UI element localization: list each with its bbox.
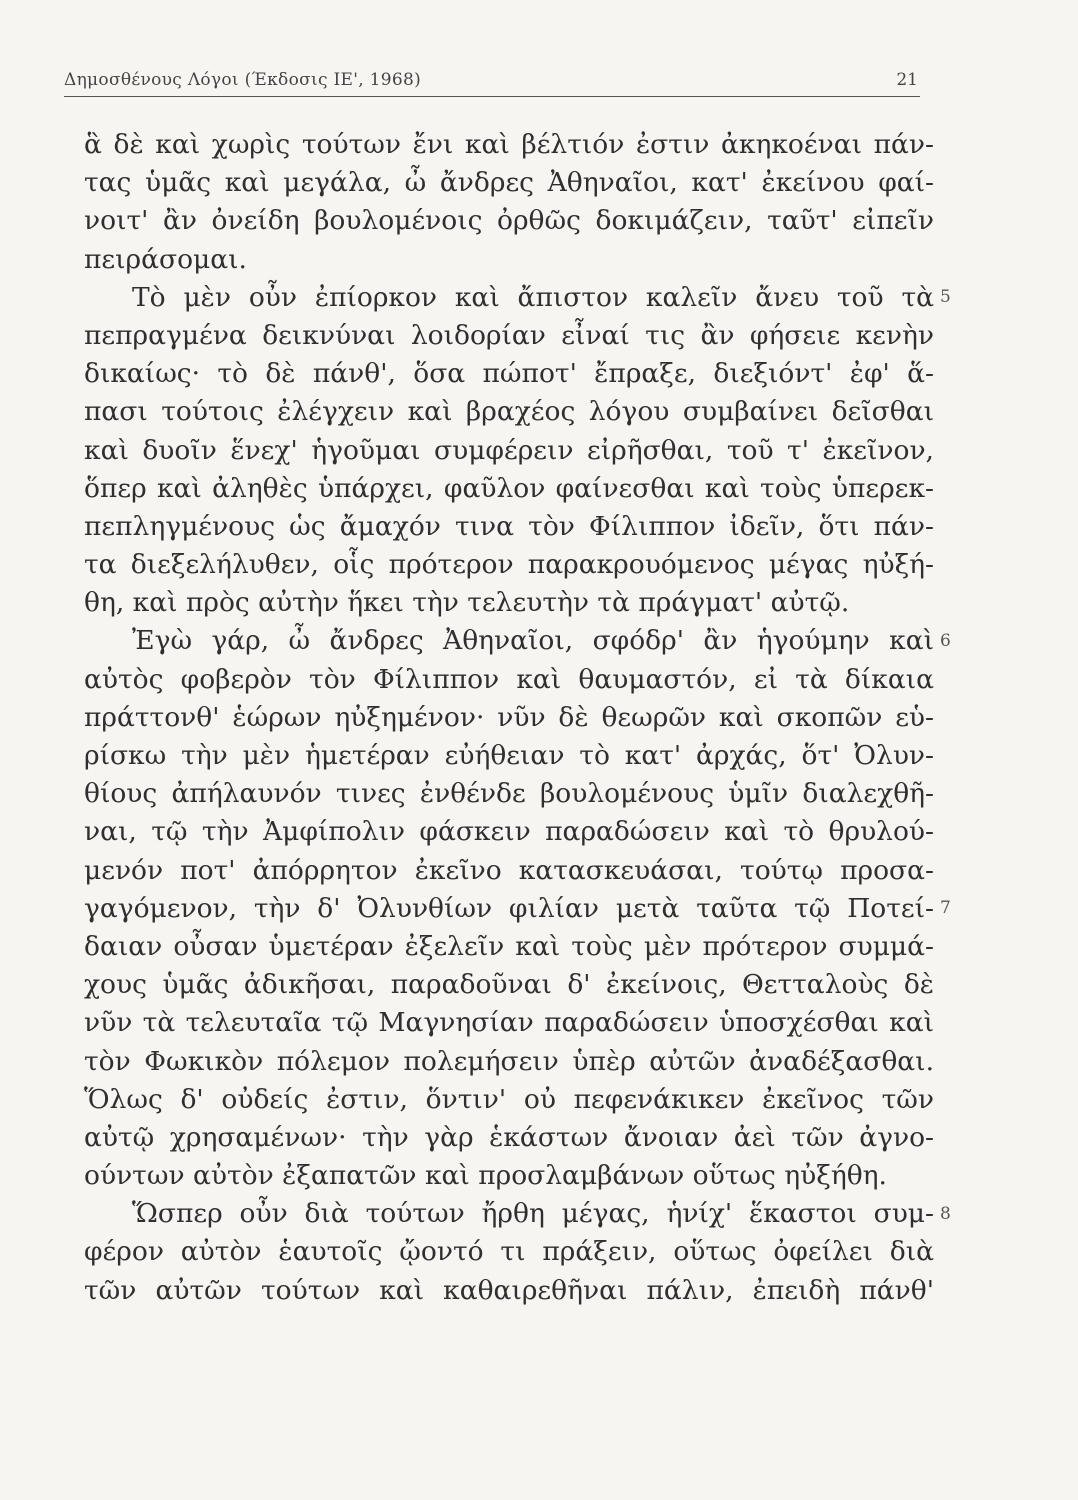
text-line: ἃ δὲ καὶ χωρὶς τούτων ἔνι καὶ βέλτιόν ἐστιν ἀκηκοέναι πάν-	[84, 129, 934, 160]
text-line: πασι τούτοις ἐλέγχειν καὶ βραχέος λόγου συμβαίνει δεῖσθαι	[84, 396, 934, 428]
running-head	[64, 66, 920, 97]
section-number: 5	[940, 286, 951, 307]
text-line: καὶ δυοῖν ἕνεχ' ἡγοῦμαι συμφέρειν εἰρῆσθαι, τοῦ τ' ἐκεῖνον,	[84, 434, 934, 466]
text-line: ούντων αὐτὸν ἐξαπατῶν καὶ προσλαμβάνων οὕτως ηὐξήθη.	[84, 1160, 887, 1192]
text-line: πειράσομαι.	[84, 243, 247, 275]
text-line: πεπραγμένα δεικνύναι λοιδορίαν εἶναί τις ἂν φήσειε κενὴν	[84, 319, 934, 351]
text-line: νῦν τὰ τελευταῖα τῷ Μαγνησίαν παραδώσειν ὑποσχέσθαι καὶ	[84, 1007, 934, 1039]
text-line: τας ὑμᾶς καὶ μεγάλα, ὦ ἄνδρες Ἀθηναῖοι, κατ' ἐκείνου φαί-	[84, 167, 934, 199]
text-line: αὐτῷ χρησαμένων· τὴν γὰρ ἑκάστων ἄνοιαν ἀεὶ τῶν ἀγνο-	[84, 1121, 934, 1153]
text-line: μενόν ποτ' ἀπόρρητον ἐκεῖνο κατασκευάσαι, τούτῳ προσα-	[84, 854, 934, 886]
text-line: τὸν Φωκικὸν πόλεμον πολεμήσειν ὑπὲρ αὐτῶν ἀναδέξασθαι.	[84, 1045, 934, 1077]
text-line: Τὸ μὲν οὖν ἐπίορκον καὶ ἄπιστον καλεῖν ἄνευ τοῦ τὰ	[132, 281, 934, 313]
text-line: νοιτ' ἂν ὀνείδη βουλομένοις ὀρθῶς δοκιμάζειν, ταῦτ' εἰπεῖν	[84, 205, 934, 237]
text-line: δικαίως· τὸ δὲ πάνθ', ὅσα πώποτ' ἔπραξε, διεξιόντ' ἐφ' ἅ-	[84, 358, 934, 390]
text-line: πράττονθ' ἑώρων ηὐξημένον· νῦν δὲ θεωρῶν καὶ σκοπῶν εὑ-	[84, 701, 934, 733]
text-line: Ὥσπερ οὖν διὰ τούτων ἤρθη μέγας, ἡνίχ' ἕκαστοι συμ-	[132, 1198, 934, 1230]
text-line: χους ὑμᾶς ἀδικῆσαι, παραδοῦναι δ' ἐκείνοις, Θετταλοὺς δὲ	[84, 969, 934, 1001]
text-line: φέρον αὐτὸν ἑαυτοῖς ᾤοντό τι πράξειν, οὕτως ὀφείλει διὰ	[84, 1236, 934, 1268]
section-number: 7	[940, 898, 951, 918]
page-number: 21	[896, 70, 918, 90]
text-line: θη, καὶ πρὸς αὐτὴν ἥκει τὴν τελευτὴν τὰ πράγματ' αὐτῷ.	[84, 587, 850, 619]
text-line: δαιαν οὖσαν ὑμετέραν ἐξελεῖν καὶ τοὺς μὲν πρότερον συμμά-	[84, 930, 934, 962]
section-number: 6	[940, 630, 951, 651]
text-line: ρίσκω τὴν μὲν ἡμετέραν εὐήθειαν τὸ κατ' ἀρχάς, ὅτ' Ὀλυν-	[84, 740, 934, 771]
section-number: 8	[940, 1203, 951, 1224]
text-line: τῶν αὐτῶν τούτων καὶ καθαιρεθῆναι πάλιν, ἐπειδὴ πάνθ'	[84, 1274, 934, 1306]
text-line: γαγόμενον, τὴν δ' Ὀλυνθίων φιλίαν μετὰ ταῦτα τῷ Ποτεί-	[84, 892, 934, 924]
text-line: τα διεξελήλυθεν, οἷς πρότερον παρακρουόμενος μέγας ηὐξή-	[84, 549, 934, 581]
body-text	[84, 126, 934, 1310]
text-line: αὐτὸς φοβερὸν τὸν Φίλιππον καὶ θαυμαστόν, εἰ τὰ δίκαια	[84, 663, 934, 695]
text-line: Ἐγὼ γάρ, ὦ ἄνδρες Ἀθηναῖοι, σφόδρ' ἂν ἡγούμην καὶ	[132, 625, 934, 657]
running-head-title: Δημοσθένους Λόγοι (Έκδοσις ΙΕ', 1968)	[64, 70, 422, 90]
text-line: Ὅλως δ' οὐδείς ἐστιν, ὅντιν' οὐ πεφενάκικεν ἐκεῖνος τῶν	[84, 1083, 934, 1115]
text-line: ὅπερ καὶ ἀληθὲς ὑπάρχει, φαῦλον φαίνεσθαι καὶ τοὺς ὑπερεκ-	[84, 472, 934, 504]
text-line: πεπληγμένους ὡς ἄμαχόν τινα τὸν Φίλιππον ἰδεῖν, ὅτι πάν-	[84, 510, 934, 542]
text-line: θίους ἀπήλαυνόν τινες ἐνθένδε βουλομένους ὑμῖν διαλεχθῆ-	[84, 778, 934, 810]
text-line: ναι, τῷ τὴν Ἀμφίπολιν φάσκειν παραδώσειν καὶ τὸ θρυλού-	[84, 816, 934, 848]
